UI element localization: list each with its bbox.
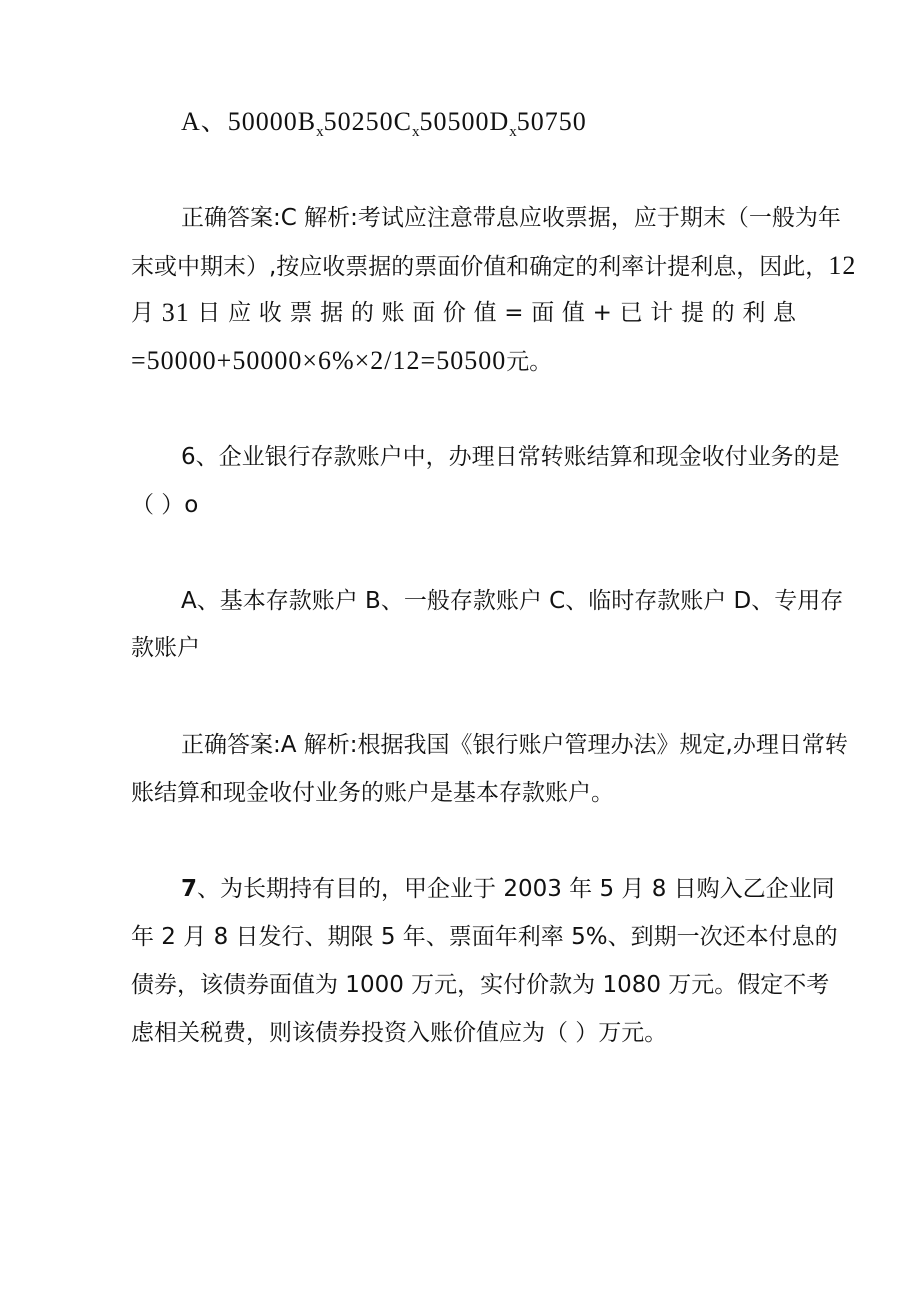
q5-line3-token: 应: [228, 300, 252, 326]
q7-stem-line-4: 虑相关税费，则该债券投资入账价值应为（ ）万元。: [131, 1020, 668, 1046]
q5-line3-token: =: [504, 300, 524, 326]
q5-line3-token: 提: [680, 300, 704, 326]
q5-line3-token: 账: [381, 300, 405, 326]
q5-line3-token: 31: [161, 298, 190, 327]
option-b-value: 50250: [323, 107, 394, 136]
q5-answer-line-3: [131, 290, 796, 336]
q7-stem-line-2: 年 2 月 8 日发行、期限 5 年、票面年利率 5%、到期一次还本付息的: [131, 924, 838, 950]
q7-stem-line-1: [181, 866, 835, 912]
q6-answer-line-2: 账结算和现金收付业务的账户是基本存款账户。: [131, 780, 614, 806]
option-c-value: 50500: [419, 107, 490, 136]
q5-answer-line-2-text: 末或中期末）,按应收票据的票面价值和确定的利率计提利息，因此，: [131, 254, 829, 280]
q6-options-line-1: A、基本存款账户 B、一般存款账户 C、临时存款账户 D、专用存: [181, 588, 844, 614]
q5-line3-token: 计: [650, 300, 674, 326]
q5-answer-formula: =50000+50000×6%×2/12=50500: [131, 346, 507, 375]
q5-line3-token: 息: [773, 300, 796, 326]
q5-line3-token: 已: [619, 300, 643, 326]
q5-options: [181, 99, 796, 149]
q6-stem-line-2: （ ）o: [131, 492, 199, 518]
q5-line3-token: 的: [350, 300, 374, 326]
q6-stem-line-1: 6、企业银行存款账户中，办理日常转账结算和现金收付业务的是: [181, 444, 840, 470]
q7-stem-line-1-text: 、为长期持有目的，甲企业于 2003 年 5 月 8 日购入乙企业同: [197, 876, 835, 902]
q6-answer-line-1: 正确答案:A 解析:根据我国《银行账户管理办法》规定,办理日常转: [181, 732, 848, 758]
option-b-label: B: [297, 107, 317, 136]
q5-line3-token: 面: [531, 300, 555, 326]
q5-answer-line-2: [131, 243, 857, 290]
q5-line3-token: 票: [289, 300, 313, 326]
q5-line3-token: 据: [320, 300, 344, 326]
option-a-value: 50000: [227, 107, 298, 136]
q5-answer-line-2-number: 12: [828, 251, 857, 280]
option-d-label: D: [489, 107, 510, 136]
q5-answer-unit: 元。: [506, 349, 553, 375]
option-b-separator: x: [316, 124, 324, 140]
q5-line3-token: 月: [131, 300, 154, 326]
q5-line3-token: 面: [412, 300, 436, 326]
q5-line3-token: 收: [258, 300, 282, 326]
option-c-label: C: [393, 107, 412, 136]
option-d-value: 50750: [516, 107, 587, 136]
option-c-separator: x: [411, 124, 420, 140]
q5-line3-token: 价: [442, 300, 466, 326]
q5-line3-token: 值: [473, 300, 497, 326]
q7-number: 7: [181, 876, 198, 902]
q5-line3-token: +: [592, 300, 612, 326]
q5-line3-token: 值: [561, 300, 585, 326]
option-a-label: A、: [181, 107, 228, 136]
q7-stem-line-3: 债券，该债券面值为 1000 万元，实付价款为 1080 万元。假定不考: [131, 972, 830, 998]
q5-answer-line-1: 正确答案:C 解析:考试应注意带息应收票据，应于期末（一般为年: [181, 205, 841, 231]
q5-answer-line-4: [131, 338, 796, 385]
q5-line3-token: 利: [742, 300, 766, 326]
option-d-separator: x: [509, 124, 517, 140]
q5-line3-token: 日: [197, 300, 221, 326]
q6-options-line-2: 款账户: [131, 635, 200, 661]
q5-line3-token: 的: [711, 300, 735, 326]
